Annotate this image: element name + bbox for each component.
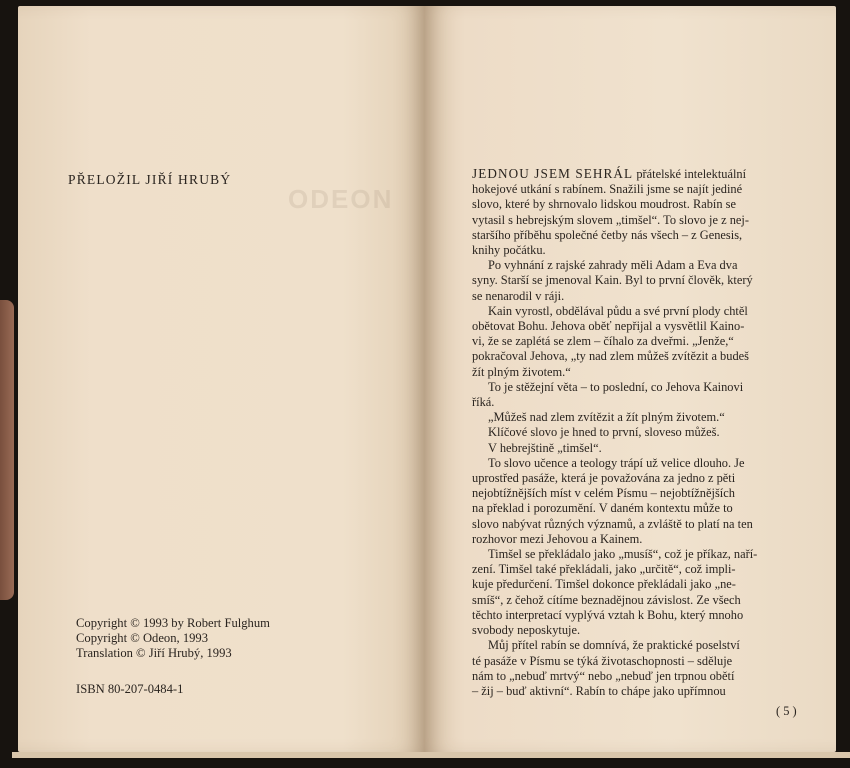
open-book bbox=[12, 6, 838, 758]
text-line: smíš“, z čehož cítíme beznadějnou závislost. Ze všech bbox=[472, 592, 741, 607]
copyright-block bbox=[76, 616, 270, 661]
show-through-logo: ODEON bbox=[288, 184, 394, 214]
left-page bbox=[18, 6, 424, 752]
translator-credit: PŘELOŽIL JIŘÍ HRUBÝ bbox=[68, 172, 232, 187]
text-line: zení. Timšel také překládali, jako „určitě“, což impli- bbox=[472, 562, 736, 577]
text-line: nejobtížnějších míst v celém Písmu – nejobtížnějších bbox=[472, 486, 735, 501]
text-line: Klíčové slovo je hned to první, sloveso můžeš. bbox=[488, 425, 720, 440]
text-line: Timšel se překládalo jako „musíš“, což je příkaz, naří- bbox=[488, 547, 758, 562]
text-line: rozhovor mezi Jehovou a Kainem. bbox=[472, 531, 643, 546]
text-line: těchto interpretací vyplývá vztah k Bohu, který mnoho bbox=[472, 607, 744, 622]
text-line: Můj přítel rabín se domnívá, že praktické poselství bbox=[488, 638, 740, 653]
text-line: Po vyhnání z rajské zahrady měli Adam a Eva dva bbox=[488, 258, 738, 273]
copyright-line: Copyright © Odeon, 1993 bbox=[76, 631, 209, 645]
text-line: vytasil s hebrejským slovem „timšel“. To slovo je z nej- bbox=[472, 212, 749, 227]
text-line: slovo, které by shrnovalo lidskou moudrost. Rabín se bbox=[472, 197, 736, 212]
text-line-content: přátelské intelektuální bbox=[633, 167, 747, 181]
page-number: ( 5 ) bbox=[776, 704, 797, 718]
copyright-line: Copyright © 1993 by Robert Fulghum bbox=[76, 616, 270, 630]
text-line: svobody neposkytuje. bbox=[472, 623, 581, 638]
text-line: To je stěžejní věta – to poslední, co Jehova Kainovi bbox=[488, 379, 744, 394]
text-line: vi, že se zaplétá se zlem – číhalo za dveřmi. „Jenže,“ bbox=[472, 334, 734, 349]
text-line: pokračoval Jehova, „ty nad zlem můžeš zvítězit a budeš bbox=[472, 349, 749, 364]
copyright-line: Translation © Jiří Hrubý, 1993 bbox=[76, 646, 232, 660]
text-line: hokejové utkání s rabínem. Snažili jsme se najít jediné bbox=[472, 182, 743, 197]
text-line: obětovat Bohu. Jehova oběť nepřijal a vysvětlil Kaino- bbox=[472, 319, 745, 334]
text-line: – žij – buď aktivní“. Rabín to chápe jako upřímnou bbox=[472, 683, 726, 698]
text-line: kuje předurčení. Timšel dokonce překládali jako „ne- bbox=[472, 577, 736, 592]
text-line: V hebrejštině „timšel“. bbox=[488, 440, 602, 455]
text-line: té pasáže v Písmu se týká životaschopnosti – sděluje bbox=[472, 653, 733, 668]
opening-caps: JEDNOU JSEM SEHRÁL bbox=[472, 166, 634, 181]
right-page bbox=[424, 6, 836, 752]
text-line: staršího příběhu společné četby nás všech – z Genesis, bbox=[472, 227, 743, 242]
text-line: knihy počátku. bbox=[472, 243, 546, 258]
text-line: syny. Starší se jmenoval Kain. Byl to první člověk, který bbox=[472, 273, 753, 288]
text-line: nám to „nebuď mrtvý“ nebo „nebuď jen trpnou obětí bbox=[472, 668, 735, 683]
text-line: To slovo učence a teology trápí už velice dlouho. Je bbox=[488, 455, 745, 470]
text-line: se nenarodil v ráji. bbox=[472, 288, 565, 303]
text-line: říká. bbox=[472, 395, 495, 410]
isbn: ISBN 80-207-0484-1 bbox=[76, 682, 184, 696]
text-line: Kain vyrostl, obdělával půdu a své první plody chtěl bbox=[488, 303, 748, 318]
text-line: na překlad i porozumění. V daném kontextu může to bbox=[472, 501, 733, 516]
body-text bbox=[472, 166, 800, 699]
text-line bbox=[472, 166, 800, 182]
text-line: slovo nabývat různých významů, a zvláště to platí na ten bbox=[472, 516, 753, 531]
text-line: „Můžeš nad zlem zvítězit a žít plným životem.“ bbox=[488, 410, 725, 425]
text-line: uprostřed pasáže, která je považována za jedno z pěti bbox=[472, 471, 736, 486]
text-line: žít plným životem.“ bbox=[472, 364, 571, 379]
